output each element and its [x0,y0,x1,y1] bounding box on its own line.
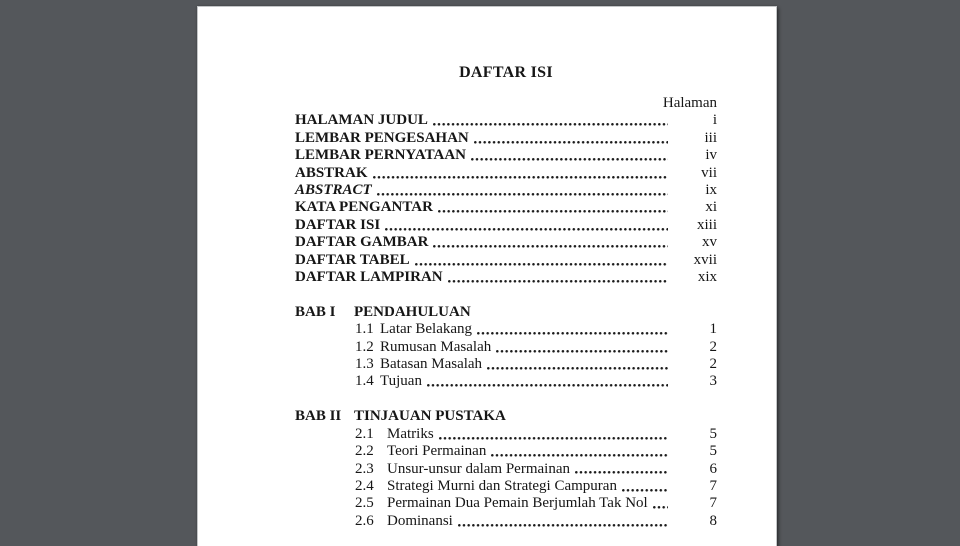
toc-entry-label: DAFTAR ISI [295,217,380,234]
subentry-page-number: 5 [671,443,717,460]
subentry-label: Latar Belakang [380,321,472,338]
subentry-number: 1.1 [355,321,380,338]
toc-entry-page-number: iii [671,130,717,147]
toc-entry [295,182,717,199]
subentry-page-number: 5 [671,426,717,443]
toc-entry-page-number: xv [671,234,717,251]
toc-entry [295,217,717,234]
toc-entry [295,130,717,147]
toc-entry [295,112,717,129]
toc-entry [295,234,717,251]
toc-subentry [295,513,717,530]
toc-entry-label: LEMBAR PENGESAHAN [295,130,469,147]
subentry-number: 1.3 [355,356,380,373]
subentry-label: Unsur-unsur dalam Permainan [387,461,570,478]
toc-entry [295,269,717,286]
column-header-halaman: Halaman [295,95,717,112]
toc-entry-label: LEMBAR PERNYATAAN [295,147,466,164]
chapter-section [295,408,717,530]
toc-entry-page-number: i [671,112,717,129]
toc-entry-label: KATA PENGANTAR [295,199,433,216]
toc-entry-page-number: iv [671,147,717,164]
toc-entry-label: ABSTRAK [295,165,368,182]
dot-leader [385,228,668,232]
dot-leader [433,123,668,127]
subentry-page-number: 6 [671,461,717,478]
toc-subentry [295,443,717,460]
subentry-label: Dominansi [387,513,453,530]
dot-leader [373,176,668,180]
toc-subentry [295,339,717,356]
subentry-label: Teori Permainan [387,443,486,460]
toc-entry-page-number: vii [671,165,717,182]
toc-entry-label: DAFTAR LAMPIRAN [295,269,443,286]
subentry-number: 1.2 [355,339,380,356]
front-matter-list [295,112,717,286]
chapter-number: BAB II [295,408,354,425]
dot-leader [458,524,668,528]
dot-leader [474,141,668,145]
page-content [295,7,717,530]
toc-subentry [295,426,717,443]
toc-subentry [295,373,717,390]
subentry-page-number: 2 [671,339,717,356]
document-page [197,6,777,546]
dot-leader [438,210,668,214]
subentry-number: 2.5 [355,495,387,512]
page-title: DAFTAR ISI [295,7,717,82]
dot-leader [477,332,668,336]
subentry-page-number: 8 [671,513,717,530]
subentry-number: 2.4 [355,478,387,495]
dot-leader [427,384,668,388]
chapter-heading [295,304,717,321]
dot-leader [496,350,668,354]
dot-leader [377,193,668,197]
dot-leader [439,437,668,441]
subentry-number: 2.3 [355,461,387,478]
toc-entry-label: DAFTAR TABEL [295,252,410,269]
subentry-page-number: 7 [671,478,717,495]
toc-entry [295,165,717,182]
chapter-title: PENDAHULUAN [354,304,471,321]
toc-entry-label: HALAMAN JUDUL [295,112,428,129]
dot-leader [653,506,668,510]
toc-entry [295,147,717,164]
subentry-label: Batasan Masalah [380,356,482,373]
chapter-heading [295,408,717,425]
chapter-number: BAB I [295,304,354,321]
toc-entry-page-number: xi [671,199,717,216]
dot-leader [433,245,668,249]
dot-leader [487,367,668,371]
toc-subentry [295,321,717,338]
toc-subentry [295,495,717,512]
toc-entry-label: ABSTRACT [295,182,372,199]
subentry-number: 1.4 [355,373,380,390]
toc-entry [295,252,717,269]
dot-leader [448,280,668,284]
subentry-label: Tujuan [380,373,422,390]
toc-subentry [295,461,717,478]
dot-leader [575,471,668,475]
toc-entry [295,199,717,216]
toc-entry-page-number: ix [671,182,717,199]
toc-entry-page-number: xvii [671,252,717,269]
subentry-label: Strategi Murni dan Strategi Campuran [387,478,617,495]
chapter-title: TINJAUAN PUSTAKA [354,408,506,425]
subentry-label: Permainan Dua Pemain Berjumlah Tak Nol [387,495,648,512]
subentry-number: 2.2 [355,443,387,460]
subentry-number: 2.6 [355,513,387,530]
subentry-page-number: 1 [671,321,717,338]
dot-leader [415,263,668,267]
subentry-label: Rumusan Masalah [380,339,491,356]
toc-entry-page-number: xix [671,269,717,286]
toc-entry-page-number: xiii [671,217,717,234]
dot-leader [471,158,668,162]
subentry-page-number: 3 [671,373,717,390]
subentry-label: Matriks [387,426,434,443]
chapter-section [295,304,717,391]
dot-leader [491,454,668,458]
toc-subentry [295,356,717,373]
subentry-number: 2.1 [355,426,387,443]
subentry-page-number: 2 [671,356,717,373]
dot-leader [622,489,668,493]
chapter-list [295,304,717,530]
toc-subentry [295,478,717,495]
toc-entry-label: DAFTAR GAMBAR [295,234,428,251]
subentry-page-number: 7 [671,495,717,512]
